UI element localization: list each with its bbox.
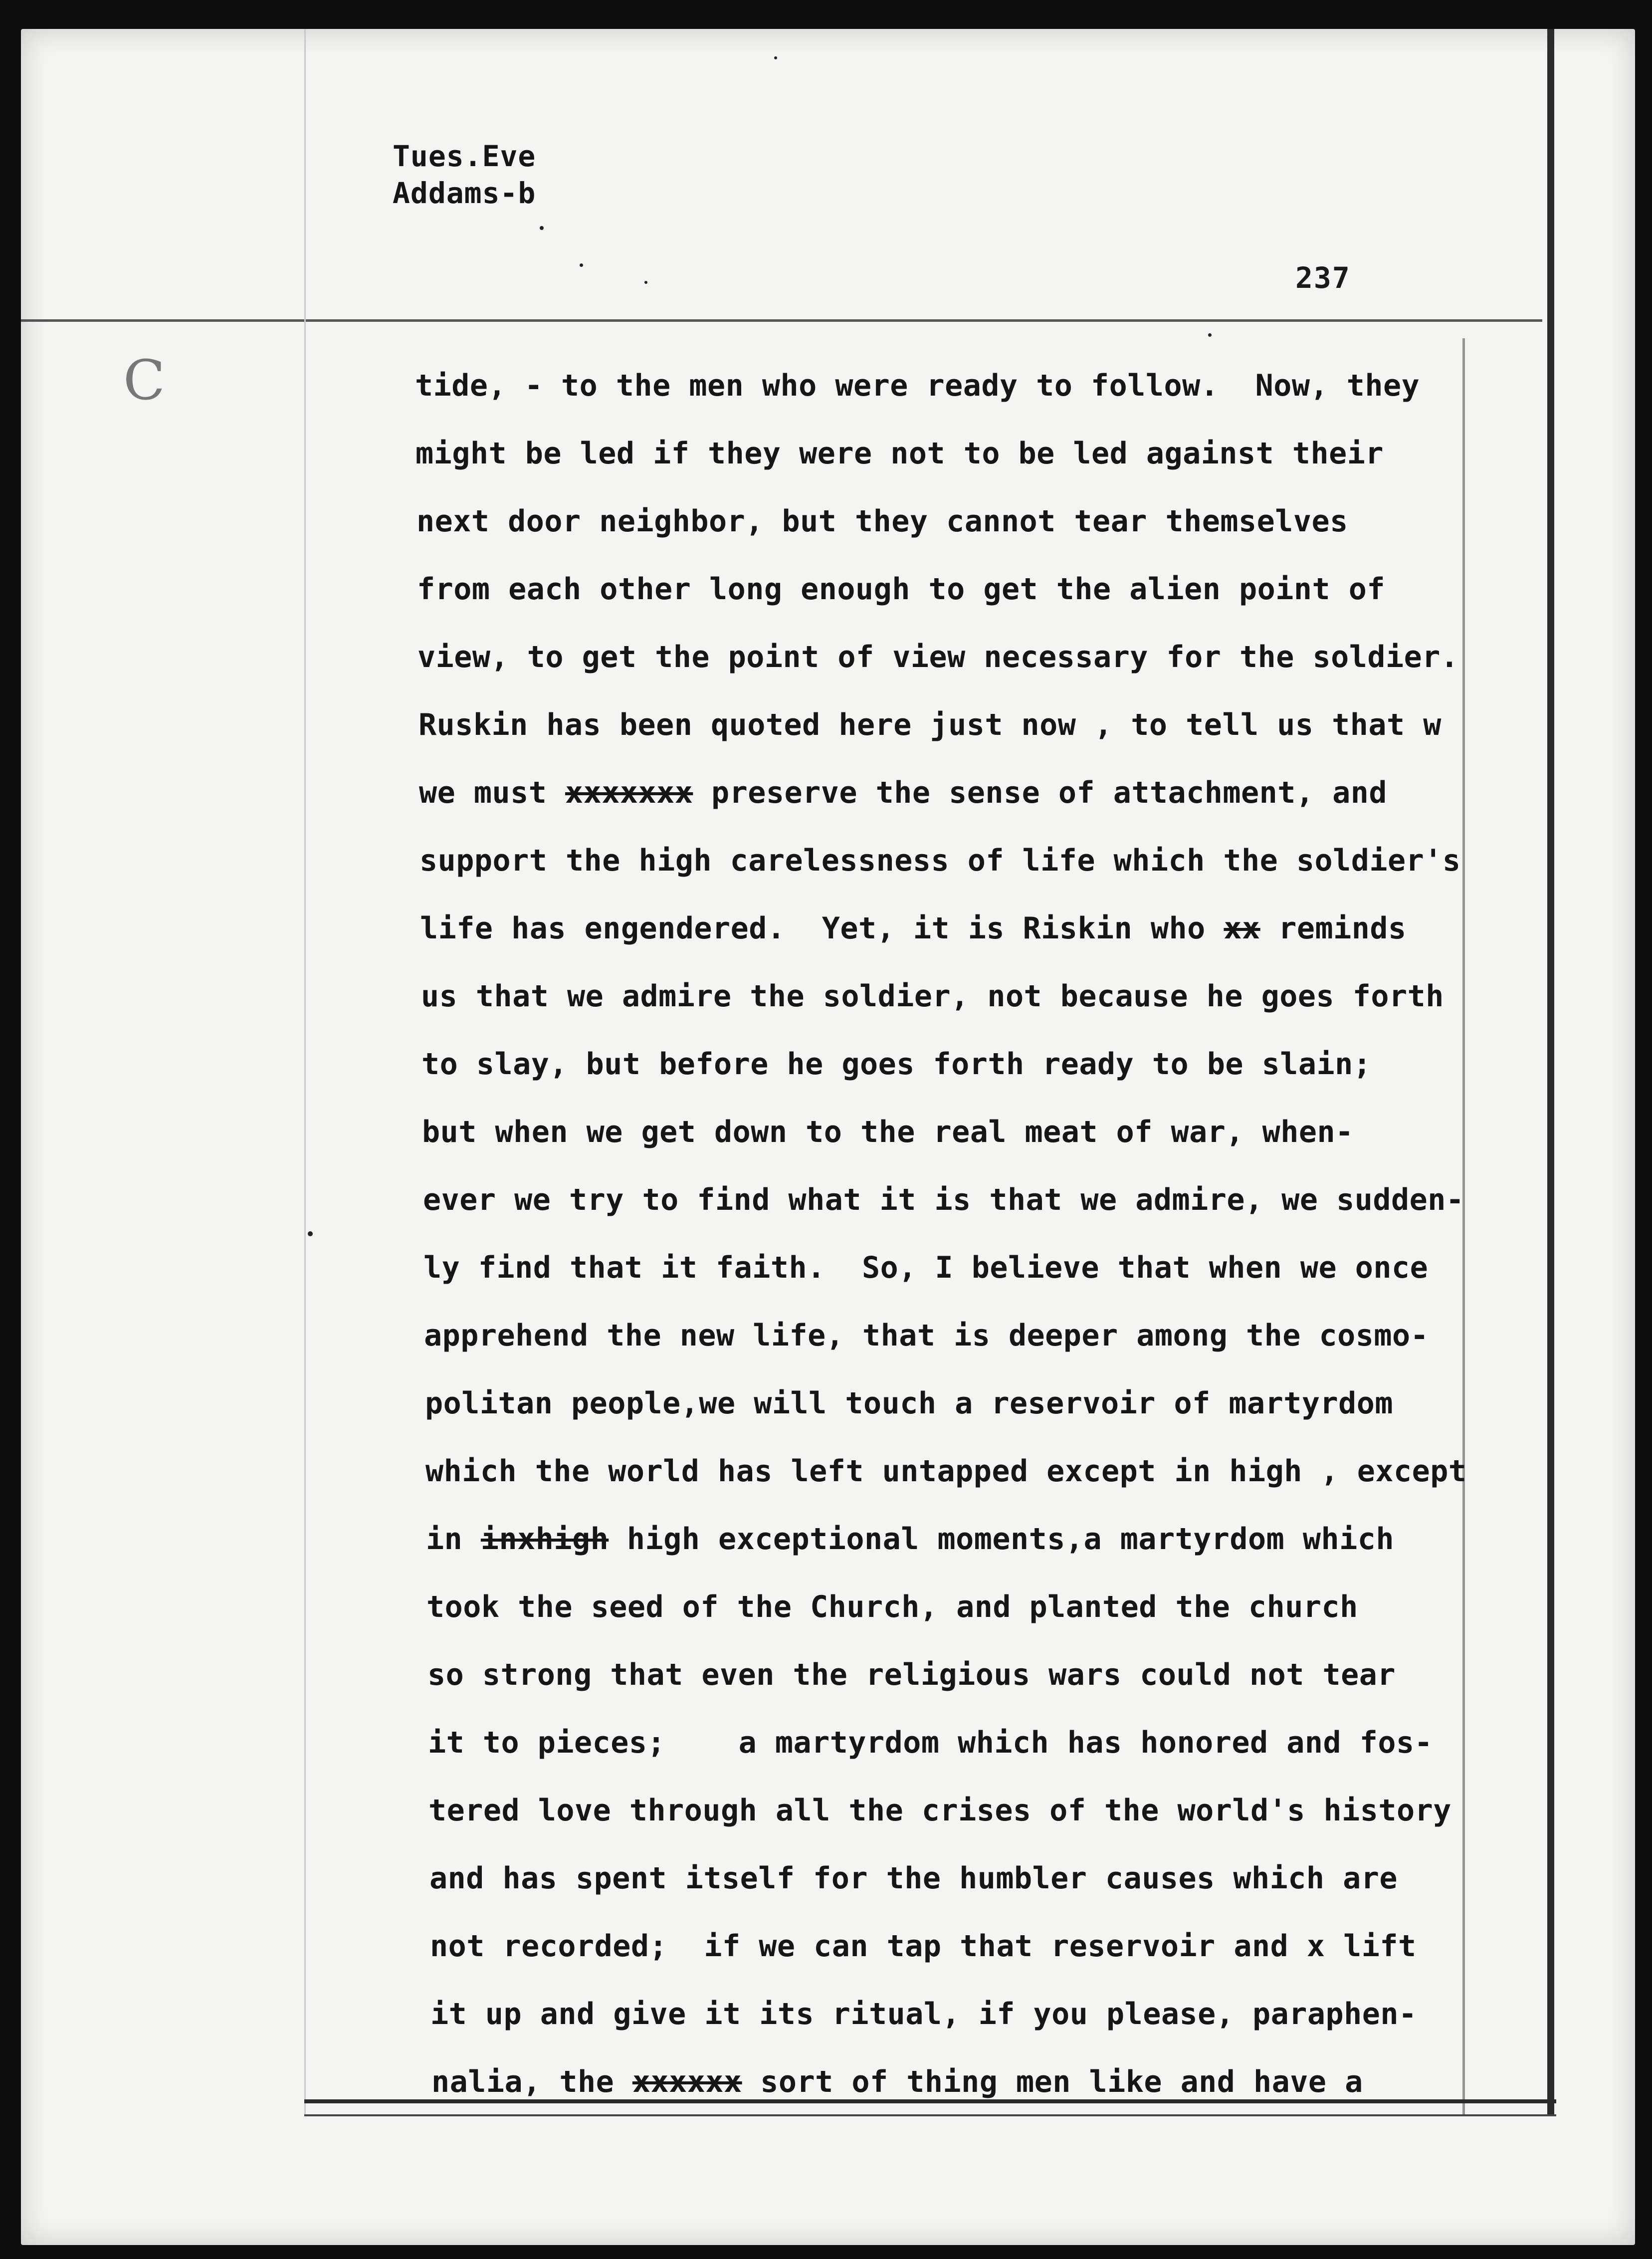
struck-out-text: xx	[1224, 911, 1260, 946]
text-segment: reminds	[1260, 911, 1407, 946]
text-line: Ruskin has been quoted here just now , to tell us that w	[418, 707, 1442, 742]
ink-speck	[1208, 333, 1212, 337]
body-text	[415, 368, 1562, 2132]
text-line: us that we admire the soldier, not because he goes forth	[421, 979, 1444, 1014]
header-line-1: Tues.Eve	[393, 139, 536, 173]
text-line: it up and give it its ritual, if you please, paraphen-	[430, 1997, 1417, 2032]
text-line: apprehend the new life, that is deeper among the cosmo-	[424, 1318, 1429, 1353]
text-line: so strong that even the religious wars could not tear	[427, 1657, 1396, 1692]
header-rule	[21, 319, 1542, 322]
text-segment: in	[426, 1522, 481, 1557]
text-line: and has spent itself for the humbler causes which are	[429, 1861, 1398, 1896]
page-header	[393, 138, 536, 212]
text-segment: sort of thing men like and have a	[742, 2064, 1363, 2099]
text-line: which the world has left untapped except in high , except	[425, 1454, 1467, 1489]
text-segment: preserve the sense of attachment, and	[693, 775, 1388, 810]
text-line: view, to get the point of view necessary for the soldier.	[417, 640, 1459, 675]
text-line	[420, 911, 1562, 979]
text-line	[426, 1522, 1562, 1589]
text-line: politan people,we will touch a reservoir of martyrdom	[425, 1386, 1394, 1421]
struck-out-text: xxxxxx	[632, 2064, 742, 2099]
text-segment: life has engendered. Yet, it is Riskin who	[420, 911, 1224, 946]
struck-out-text: xxxxxxx	[565, 775, 693, 810]
text-line: might be led if they were not to be led against their	[415, 436, 1384, 471]
text-line: ever we try to find what it is that we admire, we sudden-	[423, 1182, 1464, 1217]
text-line: not recorded; if we can tap that reservoir and x lift	[430, 1929, 1417, 1964]
text-segment: high exceptional moments,a martyrdom which	[609, 1522, 1395, 1557]
page-number: 237	[1295, 261, 1351, 295]
text-line: to slay, but before he goes forth ready to be slain;	[421, 1047, 1372, 1082]
header-line-2: Addams-b	[393, 176, 536, 210]
ink-speck	[774, 56, 777, 59]
ink-speck	[540, 226, 544, 230]
text-line: tered love through all the crises of the world's history	[428, 1793, 1451, 1828]
ink-speck	[308, 1231, 313, 1236]
typed-page	[21, 29, 1635, 2245]
text-line: took the seed of the Church, and planted the church	[426, 1589, 1358, 1624]
text-line: from each other long enough to get the alien point of	[417, 572, 1386, 607]
text-line: ly find that it faith. So, I believe that when we once	[423, 1250, 1429, 1285]
text-line: next door neighbor, but they cannot tear themselves	[416, 504, 1348, 539]
ink-speck	[644, 281, 647, 284]
text-line: it to pieces; a martyrdom which has honored and fos-	[428, 1725, 1433, 1760]
text-segment: we must	[419, 775, 565, 810]
text-line: tide, - to the men who were ready to follow. Now, they	[415, 368, 1420, 403]
text-line	[431, 2064, 1562, 2132]
struck-out-text: inxhigh	[480, 1522, 609, 1557]
text-line: but when we get down to the real meat of war, when-	[422, 1115, 1354, 1149]
margin-mark: C	[123, 348, 166, 412]
left-margin-rule	[304, 29, 306, 2114]
text-line	[419, 775, 1562, 843]
text-segment: nalia, the	[431, 2064, 632, 2099]
text-line: support the high carelessness of life which the soldier's	[419, 843, 1461, 878]
ink-speck	[580, 263, 583, 267]
